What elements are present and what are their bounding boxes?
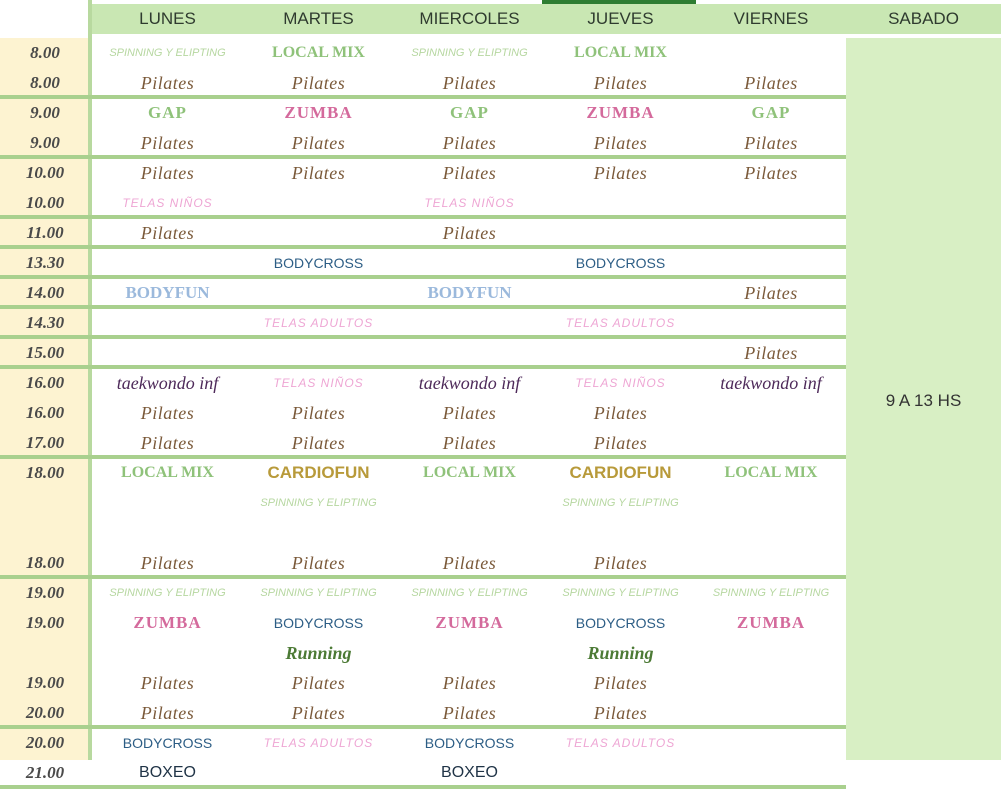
empty-cell[interactable] [696, 488, 846, 518]
time-cell[interactable]: 9.00 [30, 133, 60, 152]
time-cell[interactable]: 8.00 [30, 73, 60, 92]
time-cell[interactable]: 18.00 [25, 553, 65, 572]
class-cell-bodycross[interactable]: BODYCROSS [273, 255, 364, 271]
class-cell-telas-ninos[interactable]: TELAS NIÑOS [122, 196, 213, 210]
class-cell-pilates[interactable]: Pilates [593, 73, 648, 93]
empty-cell[interactable] [394, 248, 545, 278]
empty-cell[interactable] [696, 398, 846, 428]
time-cell[interactable]: 21.00 [25, 763, 65, 782]
empty-cell[interactable] [394, 308, 545, 338]
class-cell-running[interactable]: Running [587, 643, 654, 663]
class-cell-pilates[interactable]: Pilates [744, 73, 798, 93]
class-cell-pilates[interactable]: Pilates [291, 403, 346, 423]
class-cell-pilates[interactable]: Pilates [291, 133, 346, 153]
class-cell-pilates[interactable]: Pilates [140, 433, 195, 453]
class-cell-localmix[interactable]: LOCAL MIX [121, 464, 214, 481]
class-cell-gap[interactable]: GAP [148, 103, 187, 122]
empty-cell[interactable] [545, 278, 696, 308]
class-cell-pilates[interactable]: Pilates [744, 343, 798, 363]
class-cell-pilates[interactable]: Pilates [442, 553, 497, 573]
class-cell-telas-ninos[interactable]: TELAS NIÑOS [273, 376, 364, 390]
class-cell-pilates[interactable]: Pilates [140, 553, 195, 573]
empty-cell[interactable] [243, 758, 394, 788]
class-cell-pilates[interactable]: Pilates [593, 133, 648, 153]
header-jueves[interactable]: JUEVES [545, 4, 696, 34]
empty-cell[interactable] [394, 518, 545, 548]
empty-cell[interactable] [243, 278, 394, 308]
class-cell-bodycross[interactable]: BODYCROSS [424, 735, 515, 751]
time-cell[interactable]: 11.00 [26, 223, 64, 242]
time-cell[interactable]: 19.00 [25, 583, 65, 602]
class-cell-spinning[interactable]: SPINNING Y ELIPTING [562, 497, 679, 509]
class-cell-pilates[interactable]: Pilates [442, 433, 497, 453]
empty-cell[interactable] [696, 548, 846, 578]
class-cell-pilates[interactable]: Pilates [442, 673, 497, 693]
class-cell-pilates[interactable]: Pilates [442, 163, 497, 183]
header-miercoles[interactable]: MIERCOLES [394, 4, 545, 34]
class-cell-pilates[interactable]: Pilates [442, 223, 497, 243]
class-cell-boxeo[interactable]: BOXEO [441, 764, 498, 781]
empty-cell[interactable] [92, 488, 243, 518]
empty-cell[interactable] [545, 338, 696, 368]
empty-cell[interactable] [545, 188, 696, 218]
class-cell-spinning[interactable]: SPINNING Y ELIPTING [562, 587, 679, 599]
class-cell-spinning[interactable]: SPINNING Y ELIPTING [712, 587, 830, 599]
time-cell[interactable]: 10.00 [25, 163, 65, 182]
empty-cell[interactable] [394, 488, 545, 518]
class-cell-pilates[interactable]: Pilates [140, 73, 195, 93]
class-cell-telas-ninos[interactable]: TELAS NIÑOS [424, 196, 515, 210]
class-cell-pilates[interactable]: Pilates [593, 553, 648, 573]
class-cell-zumba[interactable]: ZUMBA [133, 613, 202, 632]
time-cell[interactable]: 18.00 [25, 463, 65, 482]
time-cell[interactable]: 16.00 [25, 403, 65, 422]
time-cell[interactable] [0, 488, 90, 518]
class-cell-pilates[interactable]: Pilates [291, 703, 346, 723]
header-row [0, 0, 1001, 38]
class-cell-telas-ninos[interactable]: TELAS NIÑOS [575, 376, 666, 390]
class-cell-bodycross[interactable]: BODYCROSS [575, 615, 666, 631]
class-cell-pilates[interactable]: Pilates [593, 673, 648, 693]
class-cell-zumba[interactable]: ZUMBA [435, 613, 504, 632]
class-cell-pilates[interactable]: Pilates [442, 703, 497, 723]
class-cell-localmix[interactable]: LOCAL MIX [574, 44, 667, 61]
empty-cell[interactable] [696, 428, 846, 458]
empty-cell[interactable] [696, 698, 846, 728]
header-lunes[interactable]: LUNES [92, 4, 243, 34]
time-cell[interactable]: 19.00 [25, 613, 65, 632]
empty-cell[interactable] [92, 338, 243, 368]
class-cell-pilates[interactable]: Pilates [442, 133, 497, 153]
time-cell[interactable]: 16.00 [25, 373, 65, 392]
time-cell[interactable]: 14.00 [25, 283, 65, 302]
class-cell-localmix[interactable]: LOCAL MIX [423, 464, 516, 481]
class-cell-pilates[interactable]: Pilates [291, 163, 346, 183]
class-cell-bodycross[interactable]: BODYCROSS [122, 735, 213, 751]
class-cell-telas-adultos[interactable]: TELAS ADULTOS [263, 736, 374, 750]
empty-cell[interactable] [696, 668, 846, 698]
time-cell[interactable]: 15.00 [25, 343, 65, 362]
time-cell[interactable]: 20.00 [25, 733, 65, 752]
class-cell-cardiofun[interactable]: CARDIOFUN [267, 463, 370, 482]
empty-cell[interactable] [696, 218, 846, 248]
class-cell-pilates[interactable]: Pilates [140, 223, 195, 243]
class-cell-cardiofun[interactable]: CARDIOFUN [569, 463, 672, 482]
class-cell-taekwondo[interactable]: taekwondo inf [720, 373, 822, 393]
row-separator [0, 785, 846, 789]
class-cell-telas-adultos[interactable]: TELAS ADULTOS [565, 736, 676, 750]
class-cell-spinning[interactable]: SPINNING Y ELIPTING [411, 587, 528, 599]
empty-cell[interactable] [92, 638, 243, 668]
sabado-hours: 9 A 13 HS [885, 391, 962, 410]
class-cell-bodycross[interactable]: BODYCROSS [575, 255, 666, 271]
class-cell-spinning[interactable]: SPINNING Y ELIPTING [109, 47, 226, 59]
class-cell-running[interactable]: Running [285, 643, 352, 663]
time-cell[interactable]: 19.00 [25, 673, 65, 692]
time-cell[interactable]: 9.00 [30, 103, 60, 122]
class-cell-zumba[interactable]: ZUMBA [284, 103, 353, 122]
class-cell-gap[interactable]: GAP [751, 103, 791, 122]
class-cell-bodyfun[interactable]: BODYFUN [125, 283, 210, 302]
class-cell-spinning[interactable]: SPINNING Y ELIPTING [411, 47, 528, 59]
empty-cell[interactable] [92, 518, 243, 548]
empty-cell[interactable] [696, 248, 846, 278]
empty-cell[interactable] [696, 638, 846, 668]
class-cell-zumba[interactable]: ZUMBA [586, 103, 655, 122]
class-cell-telas-adultos[interactable]: TELAS ADULTOS [565, 316, 676, 330]
empty-cell[interactable] [696, 758, 846, 788]
header-corner-cell[interactable] [0, 4, 89, 34]
active-cell-indicator [542, 0, 696, 4]
empty-cell[interactable] [696, 308, 846, 338]
empty-cell[interactable] [92, 248, 243, 278]
class-cell-localmix[interactable]: LOCAL MIX [272, 44, 365, 61]
header-martes[interactable]: MARTES [243, 4, 394, 34]
time-cell[interactable]: 13.30 [25, 253, 65, 272]
class-cell-bodycross[interactable]: BODYCROSS [273, 615, 364, 631]
class-cell-pilates[interactable]: Pilates [140, 673, 195, 693]
class-cell-localmix[interactable]: LOCAL MIX [724, 464, 818, 481]
class-cell-pilates[interactable]: Pilates [291, 673, 346, 693]
class-cell-bodyfun[interactable]: BODYFUN [427, 283, 512, 302]
class-cell-pilates[interactable]: Pilates [291, 73, 346, 93]
empty-cell[interactable] [696, 38, 846, 68]
class-cell-boxeo[interactable]: BOXEO [139, 764, 196, 781]
time-cell[interactable]: 14.30 [25, 313, 65, 332]
class-cell-zumba[interactable]: ZUMBA [736, 613, 806, 632]
time-cell[interactable] [0, 638, 90, 668]
empty-cell[interactable] [696, 728, 846, 758]
time-cell[interactable]: 17.00 [25, 433, 65, 452]
class-cell-telas-adultos[interactable]: TELAS ADULTOS [263, 316, 374, 330]
class-cell-spinning[interactable]: SPINNING Y ELIPTING [109, 587, 226, 599]
empty-cell[interactable] [696, 518, 846, 548]
class-cell-taekwondo[interactable]: taekwondo inf [116, 373, 219, 393]
class-cell-spinning[interactable]: SPINNING Y ELIPTING [260, 587, 377, 599]
empty-cell[interactable] [545, 758, 696, 788]
class-cell-pilates[interactable]: Pilates [140, 133, 195, 153]
class-cell-pilates[interactable]: Pilates [593, 163, 648, 183]
empty-cell[interactable] [394, 638, 545, 668]
empty-cell[interactable] [92, 308, 243, 338]
class-cell-pilates[interactable]: Pilates [744, 133, 798, 153]
class-cell-pilates[interactable]: Pilates [140, 163, 195, 183]
class-cell-pilates[interactable]: Pilates [140, 703, 195, 723]
header-viernes[interactable]: VIERNES [696, 4, 846, 34]
time-cell[interactable] [0, 518, 90, 548]
empty-cell[interactable] [545, 518, 696, 548]
empty-cell[interactable] [545, 218, 696, 248]
empty-cell[interactable] [243, 218, 394, 248]
empty-cell[interactable] [394, 338, 545, 368]
empty-cell[interactable] [243, 338, 394, 368]
class-cell-pilates[interactable]: Pilates [442, 73, 497, 93]
class-cell-pilates[interactable]: Pilates [442, 403, 497, 423]
time-cell[interactable]: 8.00 [30, 43, 60, 62]
class-cell-gap[interactable]: GAP [450, 103, 489, 122]
header-sabado[interactable]: SABADO [846, 4, 1001, 34]
time-cell[interactable]: 10.00 [25, 193, 65, 212]
class-cell-pilates[interactable]: Pilates [593, 433, 648, 453]
empty-cell[interactable] [243, 188, 394, 218]
class-cell-pilates[interactable]: Pilates [593, 403, 648, 423]
class-cell-spinning[interactable]: SPINNING Y ELIPTING [260, 497, 377, 509]
class-cell-pilates[interactable]: Pilates [291, 553, 346, 573]
time-cell[interactable]: 20.00 [25, 703, 65, 722]
class-cell-pilates[interactable]: Pilates [744, 163, 798, 183]
class-cell-pilates[interactable]: Pilates [744, 283, 798, 303]
empty-cell[interactable] [696, 188, 846, 218]
class-cell-taekwondo[interactable]: taekwondo inf [418, 373, 521, 393]
empty-cell[interactable] [243, 518, 394, 548]
class-cell-pilates[interactable]: Pilates [593, 703, 648, 723]
class-cell-pilates[interactable]: Pilates [291, 433, 346, 453]
class-cell-pilates[interactable]: Pilates [140, 403, 195, 423]
